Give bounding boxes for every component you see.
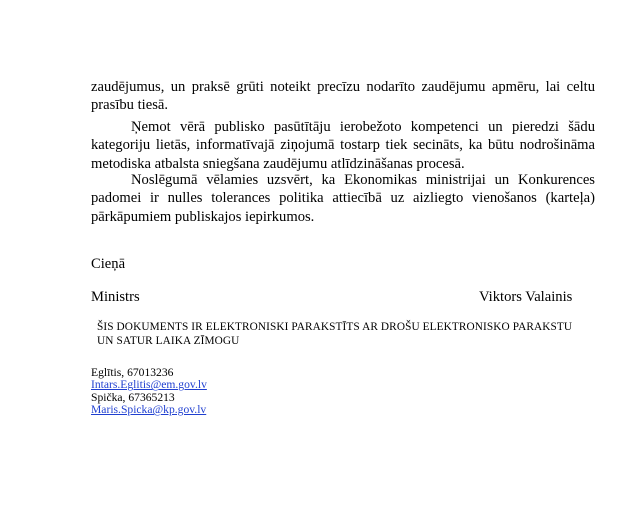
- signer-name: Viktors Valainis: [479, 289, 573, 305]
- contact-email-link[interactable]: Intars.Eglitis@em.gov.lv: [91, 378, 207, 392]
- contact-name-phone: Spička, 67365213: [91, 390, 175, 404]
- signer-role: Ministrs: [91, 289, 140, 305]
- contact-email-link[interactable]: Maris.Spicka@kp.gov.lv: [91, 403, 207, 417]
- paragraph-methodological-support: Ņemot vērā publisko pasūtītāju ierobežoto kompetenci un pieredzi šādu kategoriju lietās, informatīvajā ziņojumā tostarp tiek secināts, ka būtu nodrošināma metodiska atbalsta sniegšana zaudējumu atlīdzināšanas procesā.: [91, 118, 595, 172]
- paragraph-damages: zaudējumus, un praksē grūti noteikt precīzu nodarīto zaudējumu apmēru, lai celtu prasību tiesā.: [91, 78, 595, 114]
- contact-block: [91, 367, 207, 417]
- contact-name-phone: Eglītis, 67013236: [91, 366, 174, 379]
- closing-salutation: Cieņā: [91, 256, 126, 272]
- paragraph-zero-tolerance: Noslēgumā vēlamies uzsvērt, ka Ekonomikas ministrijai un Konkurences padomei ir nulles tolerances politika attiecībā uz aizliegto vienošanos (karteļa) pārkāpumiem publiskajos iepirkumos.: [91, 171, 595, 225]
- electronic-signature-notice: ŠIS DOKUMENTS IR ELEKTRONISKI PARAKSTĪTS AR DROŠU ELEKTRONISKO PARAKSTU UN SATUR LAIKA ZĪMOGU: [97, 321, 573, 347]
